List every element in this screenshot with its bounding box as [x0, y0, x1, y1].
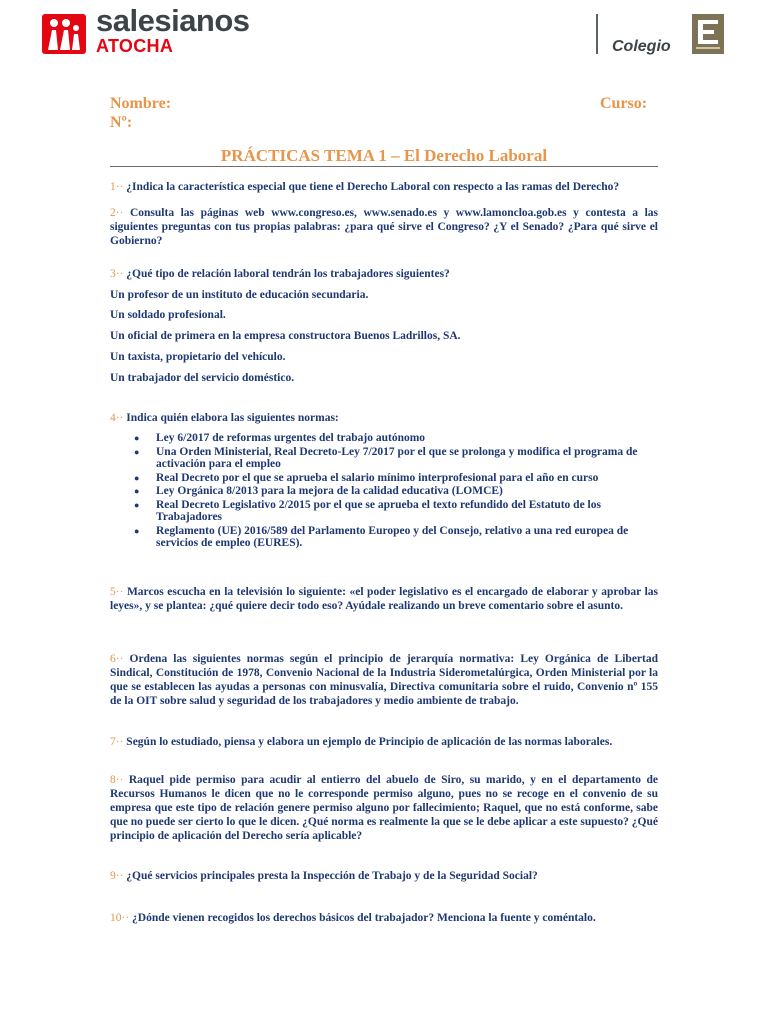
question-5	[110, 585, 658, 613]
worker-item: Un profesor de un instituto de educación secundaria.	[110, 289, 369, 301]
question-7	[110, 735, 658, 749]
norm-text: Real Decreto por el que se aprueba el salario mínimo interprofesional para el año en curso	[156, 471, 599, 484]
list-item	[134, 471, 658, 485]
school-badge-icon	[692, 14, 724, 54]
bullet-icon: ●	[134, 472, 140, 483]
question-number: 6··	[110, 653, 124, 665]
question-number: 5··	[110, 586, 124, 598]
norm-text: Una Orden Ministerial, Real Decreto-Ley 7/2017 por el que se prolonga y modifica el programa de activación para el empleo	[156, 445, 638, 470]
question-number: 8··	[110, 774, 124, 786]
question-number: 3··	[110, 268, 124, 280]
list-item	[134, 485, 658, 498]
question-8	[110, 773, 658, 843]
nombre-label: Nombre:	[110, 95, 172, 112]
question-6	[110, 652, 658, 708]
question-text: Marcos escucha en la televisión lo siguiente: «el poder legislativo es el encargado de elaborar y aprobar las leyes», y se plantea: ¿qué quiere decir todo eso? Ayúdale realizando un breve comentario sobre el asunto.	[110, 586, 658, 612]
brand-location: ATOCHA	[96, 36, 174, 56]
curso-label: Curso:	[600, 95, 648, 112]
brand-name: salesianos	[96, 3, 250, 38]
question-3	[110, 267, 658, 281]
salesianos-logo-icon	[42, 14, 86, 54]
bullet-icon: ●	[134, 433, 140, 443]
document-header	[0, 0, 768, 70]
question-10	[110, 911, 658, 925]
question-4	[110, 411, 658, 425]
worker-item: Un trabajador del servicio doméstico.	[110, 372, 295, 384]
question-text: ¿Qué tipo de relación laboral tendrán los trabajadores siguientes?	[123, 268, 450, 280]
question-text: ¿Dónde vienen recogidos los derechos básicos del trabajador? Menciona la fuente y coméntalo.	[129, 912, 596, 924]
worker-item: Un soldado profesional.	[110, 309, 226, 321]
worker-item: Un oficial de primera en la empresa constructora Buenos Ladrillos, SA.	[110, 330, 461, 342]
question-text: ¿Indica la característica especial que tiene el Derecho Laboral con respecto a las ramas del Derecho?	[123, 181, 620, 193]
numero-label: Nº:	[110, 114, 133, 131]
bullet-icon: ●	[134, 525, 140, 536]
list-item	[134, 445, 658, 471]
question-text: Según lo estudiado, piensa y elabora un ejemplo de Principio de aplicación de las normas laborales.	[123, 736, 613, 748]
bullet-icon: ●	[134, 486, 140, 496]
brand-wordmark	[96, 4, 250, 55]
question-text: Consulta las páginas web www.congreso.es, www.senado.es y www.lamoncloa.gob.es y contesta a las siguientes preguntas con tus propias palabras: ¿para qué sirve el Congreso? ¿Y el Senado? ¿Para qué sirve el Gobierno?	[110, 207, 658, 247]
worker-item: Un taxista, propietario del vehículo.	[110, 351, 286, 363]
norm-text: Ley 6/2017 de reformas urgentes del trabajo autónomo	[156, 432, 426, 444]
norm-text: Reglamento (UE) 2016/589 del Parlamento Europeo y del Consejo, relativo a una red europea de servicios de empleo (EURES).	[156, 524, 629, 549]
list-item	[134, 432, 658, 445]
question-text: Indica quién elabora las siguientes normas:	[123, 412, 339, 424]
bullet-icon: ●	[134, 446, 140, 457]
question-text: Raquel pide permiso para acudir al entierro del abuelo de Siro, su marido, y en el departamento de Recursos Humanos le dicen que no le corresponde permiso alguno, pues no se recoge en el convenio de su empresa que este tipo de relación genere permiso alguno por fallecimiento; Raquel, que no está conforme, sabe que no puede ser cierto lo que le dicen. ¿Qué norma es realmente la que se le debe aplicar a este supuesto? ¿Qué principio de aplicación del Derecho sería aplicable?	[110, 774, 658, 842]
question-number: 9··	[110, 870, 124, 882]
header-divider	[596, 14, 598, 54]
bullet-icon: ●	[134, 499, 140, 510]
question-text: Ordena las siguientes normas según el principio de jerarquía normativa: Ley Orgánica de Libertad Sindical, Constitución de 1978, Convenio Nacional de la Industria Siderometalúrgica, Orden Ministerial por la que se establecen las ayudas a personas con minusvalía, Directiva comunitaria sobre el ruido, Convenio nº 155 de la OIT sobre salud y seguridad de los trabajadores y medio ambiente de trabajo.	[110, 653, 658, 707]
page-title: PRÁCTICAS TEMA 1 – El Derecho Laboral	[220, 146, 548, 165]
question-text: ¿Qué servicios principales presta la Inspección de Trabajo y de la Seguridad Social?	[123, 870, 538, 882]
question-number: 2··	[110, 207, 124, 219]
colegio-label: Colegio	[612, 38, 671, 55]
question-1	[110, 180, 658, 194]
question-number: 7··	[110, 736, 124, 748]
question-number: 4··	[110, 412, 124, 424]
question-number: 10··	[110, 912, 130, 924]
list-item	[134, 524, 658, 550]
question-2	[110, 206, 658, 248]
norms-list	[110, 432, 658, 551]
question-number: 1··	[110, 181, 124, 193]
norm-text: Ley Orgánica 8/2013 para la mejora de la calidad educativa (LOMCE)	[156, 485, 503, 497]
title-underline	[110, 166, 658, 167]
list-item	[134, 498, 658, 524]
question-9	[110, 869, 658, 883]
norm-text: Real Decreto Legislativo 2/2015 por el que se aprueba el texto refundido del Estatuto de los Trabajadores	[156, 498, 601, 523]
